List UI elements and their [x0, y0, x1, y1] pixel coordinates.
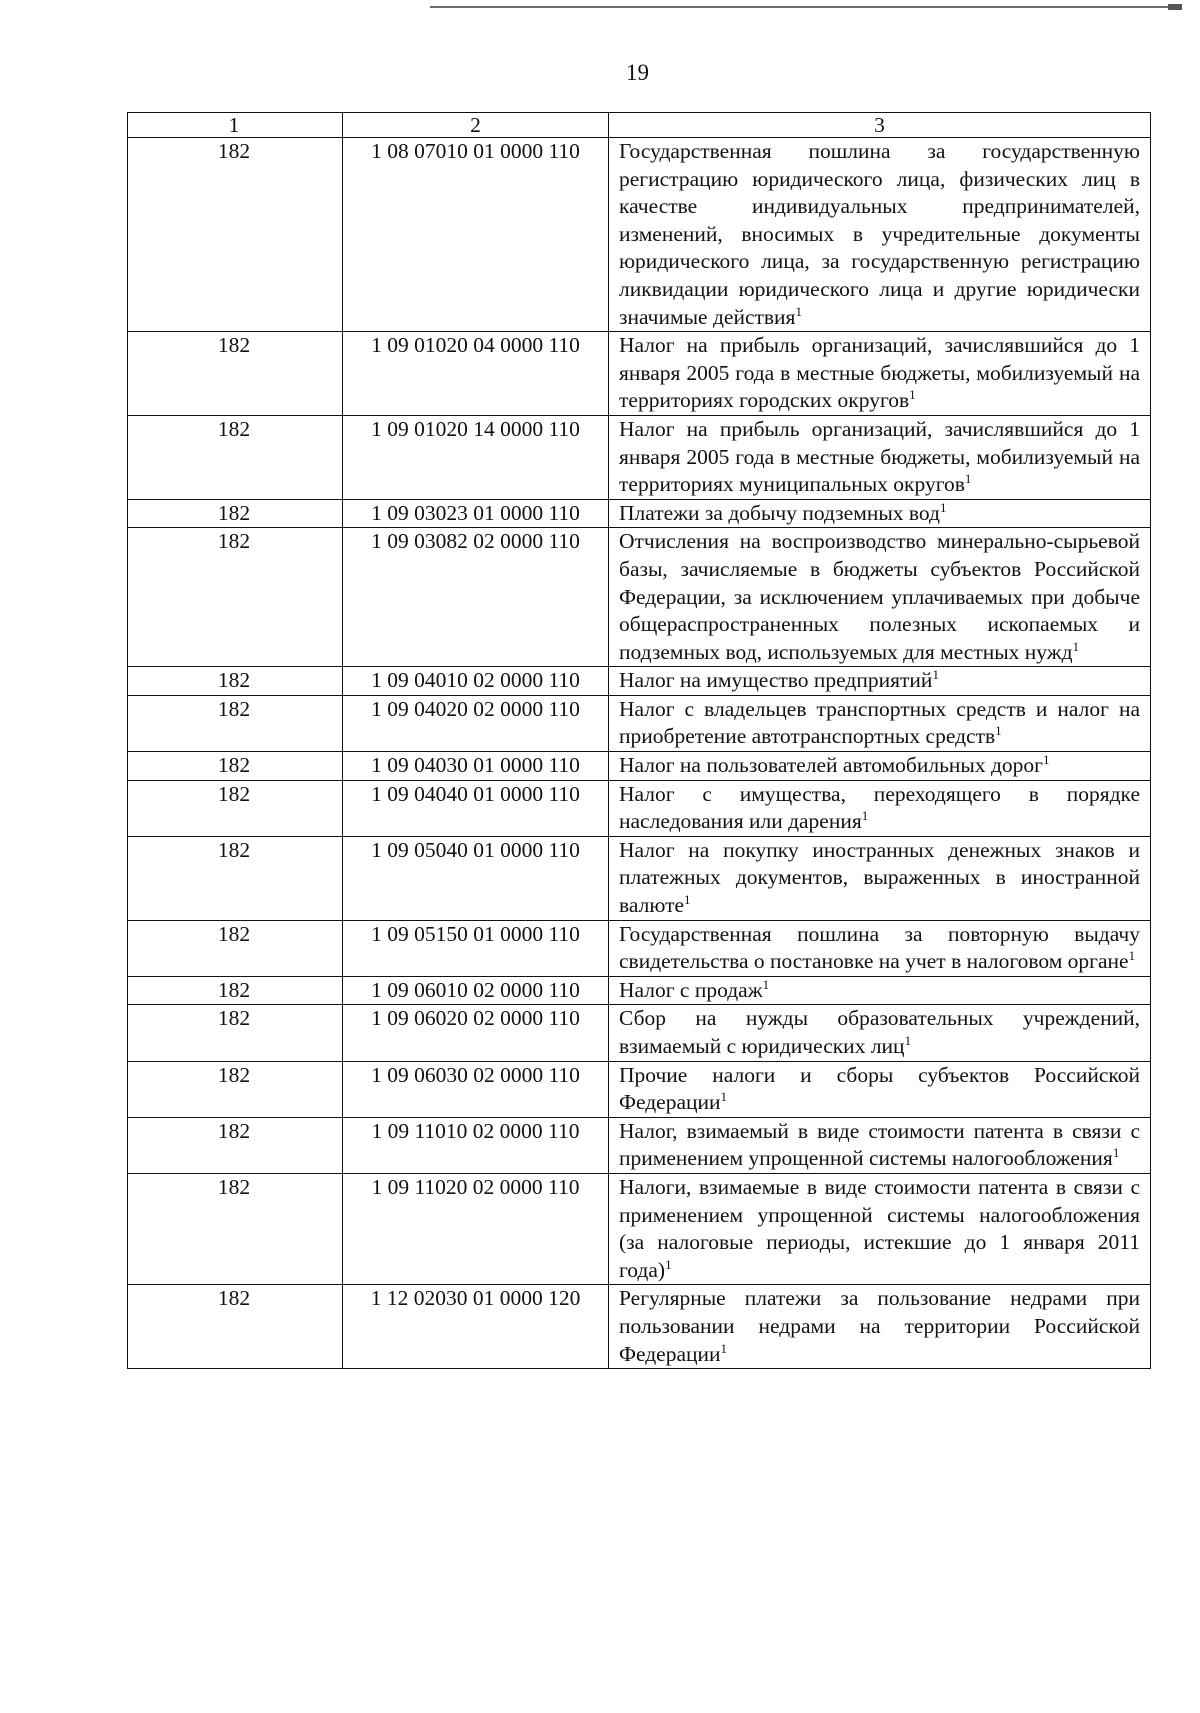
revenue-name-text — [619, 500, 1140, 528]
table-row — [128, 499, 1151, 528]
revenue-name-text — [619, 528, 1140, 666]
table-row — [128, 415, 1151, 499]
table-row — [128, 1285, 1151, 1369]
revenue-name-cell — [609, 499, 1151, 528]
revenue-name-cell — [609, 1117, 1151, 1173]
revenue-name: Налог с продаж — [619, 977, 763, 1002]
revenue-name-cell — [609, 695, 1151, 751]
administrator-code-cell: 182 — [128, 415, 343, 499]
budget-classification-code-cell: 1 09 04020 02 0000 110 — [343, 695, 609, 751]
footnote-marker: 1 — [904, 1033, 912, 1048]
revenue-name-text — [619, 921, 1140, 976]
budget-classification-code-cell: 1 09 01020 04 0000 110 — [343, 332, 609, 416]
budget-classification-code-cell: 1 09 06030 02 0000 110 — [343, 1061, 609, 1117]
revenue-name-cell — [609, 1005, 1151, 1061]
column-header-2: 2 — [343, 113, 609, 138]
revenue-name-cell — [609, 780, 1151, 836]
footnote-marker: 1 — [1042, 752, 1050, 768]
revenue-name-text — [619, 1174, 1140, 1284]
top-border-mark — [1168, 4, 1182, 10]
footnote-marker: 1 — [1112, 1145, 1120, 1161]
footnote-marker: 1 — [1128, 948, 1136, 964]
page-number: 19 — [626, 60, 649, 85]
table-header-row — [128, 113, 1151, 138]
top-border-line — [430, 6, 1182, 8]
administrator-code-cell: 182 — [128, 332, 343, 416]
footnote-marker: 1 — [932, 667, 939, 683]
administrator-code-cell: 182 — [128, 695, 343, 751]
footnote-marker: 1 — [909, 387, 916, 403]
administrator-code-cell: 182 — [128, 528, 343, 667]
footnote-marker: 1 — [795, 303, 802, 319]
administrator-code-cell: 182 — [128, 1117, 343, 1173]
administrator-code-cell: 182 — [128, 920, 343, 976]
revenue-name-cell — [609, 138, 1151, 332]
footnote-marker: 1 — [684, 892, 691, 908]
revenue-name-text — [619, 1062, 1140, 1117]
revenue-name: Налог на пользователей автомобильных дорог — [619, 753, 1043, 778]
revenue-name-cell — [609, 836, 1151, 920]
revenue-name: Платежи за добычу подземных вод — [619, 500, 940, 525]
revenue-name-text — [619, 977, 1140, 1005]
revenue-name-cell — [609, 976, 1151, 1005]
revenue-name: Государственная пошлина за государственную регистрацию юридического лица, физических лиц в качестве индивидуальных предпринимателей, изменений, вносимых в учредительные документы юридического лица, за государственную регистрацию ликвидации юридического лица и другие юридически значимые действия — [619, 139, 1140, 329]
footnote-marker: 1 — [995, 723, 1002, 739]
footnote-marker: 1 — [861, 808, 869, 824]
revenue-name-text — [619, 1118, 1140, 1173]
revenue-name: Налог на покупку иностранных денежных знаков и платежных документов, выраженных в иностранной валюте — [619, 837, 1140, 918]
table-row — [128, 780, 1151, 836]
budget-classification-code-cell: 1 09 05040 01 0000 110 — [343, 836, 609, 920]
footnote-marker: 1 — [939, 499, 947, 515]
footnote-marker: 1 — [762, 976, 770, 992]
budget-classification-code-cell: 1 09 03082 02 0000 110 — [343, 528, 609, 667]
revenue-name: Налог на имущество предприятий — [619, 668, 933, 693]
table-row — [128, 332, 1151, 416]
administrator-code-cell: 182 — [128, 138, 343, 332]
table-row — [128, 836, 1151, 920]
revenue-name: Налог с имущества, переходящего в порядке наследования или дарения — [619, 781, 1140, 834]
revenue-name: Сбор на нужды образовательных учреждений, взимаемый с юридических лиц — [619, 1006, 1140, 1058]
revenue-name-text — [619, 416, 1140, 499]
footnote-marker: 1 — [720, 1089, 728, 1105]
budget-classification-code-cell: 1 09 04030 01 0000 110 — [343, 752, 609, 781]
administrator-code-cell: 182 — [128, 836, 343, 920]
revenue-name-cell — [609, 752, 1151, 781]
table-body — [128, 138, 1151, 1369]
revenue-name: Налог на прибыль организаций, зачислявшийся до 1 января 2005 года в местные бюджеты, мобилизуемый на территориях городских округов — [619, 333, 1140, 413]
revenue-name-cell — [609, 667, 1151, 696]
revenue-name-text — [619, 1285, 1140, 1368]
revenue-name-cell — [609, 528, 1151, 667]
budget-classification-code-cell: 1 09 04010 02 0000 110 — [343, 667, 609, 696]
budget-classification-code-cell: 1 12 02030 01 0000 120 — [343, 1285, 609, 1369]
budget-classification-code-cell: 1 09 11010 02 0000 110 — [343, 1117, 609, 1173]
table-row — [128, 976, 1151, 1005]
budget-classification-code-cell: 1 09 11020 02 0000 110 — [343, 1173, 609, 1284]
table-row — [128, 528, 1151, 667]
revenue-name-text — [619, 138, 1140, 331]
budget-classification-code-cell: 1 09 05150 01 0000 110 — [343, 920, 609, 976]
footnote-marker: 1 — [665, 1256, 672, 1272]
budget-classification-code-cell: 1 08 07010 01 0000 110 — [343, 138, 609, 332]
revenue-name: Налоги, взимаемые в виде стоимости патента в связи с применением упрощенной системы налогообложения (за налоговые периоды, истекшие до 1 января 2011 года) — [619, 1174, 1140, 1282]
revenue-name-text — [619, 332, 1140, 415]
revenue-name-text — [619, 696, 1140, 751]
table-row — [128, 752, 1151, 781]
revenue-name-cell — [609, 415, 1151, 499]
table-row — [128, 1173, 1151, 1284]
administrator-code-cell: 182 — [128, 1173, 343, 1284]
revenue-name: Налог с владельцев транспортных средств и налог на приобретение автотранспортных средств — [619, 696, 1140, 749]
administrator-code-cell: 182 — [128, 780, 343, 836]
administrator-code-cell: 182 — [128, 1285, 343, 1369]
column-header-3: 3 — [609, 113, 1151, 138]
table-row — [128, 667, 1151, 696]
table-row — [128, 695, 1151, 751]
revenue-name-cell — [609, 1061, 1151, 1117]
administrator-code-cell: 182 — [128, 667, 343, 696]
revenue-name: Отчисления на воспроизводство минерально-сырьевой базы, зачисляемые в бюджеты субъектов Российской Федерации, за исключением уплачиваемых при добыче общераспространенных полезных ископаемых и подземных вод, используемых для местных нужд — [619, 529, 1140, 664]
column-header-1: 1 — [128, 113, 343, 138]
revenue-name: Государственная пошлина за повторную выдачу свидетельства о постановке на учет в налоговом органе — [619, 921, 1140, 974]
revenue-name-text — [619, 752, 1140, 780]
budget-classification-code-cell: 1 09 06020 02 0000 110 — [343, 1005, 609, 1061]
revenue-name: Регулярные платежи за пользование недрами при пользовании недрами на территории Российской Федерации — [619, 1286, 1140, 1366]
table-row — [128, 1117, 1151, 1173]
administrator-code-cell: 182 — [128, 1061, 343, 1117]
table-row — [128, 1061, 1151, 1117]
revenue-name-text — [619, 1005, 1140, 1060]
administrator-code-cell: 182 — [128, 752, 343, 781]
budget-classification-code-cell: 1 09 06010 02 0000 110 — [343, 976, 609, 1005]
footnote-marker: 1 — [720, 1340, 728, 1356]
budget-classification-code-cell: 1 09 03023 01 0000 110 — [343, 499, 609, 528]
table-row — [128, 138, 1151, 332]
revenue-name-cell — [609, 1285, 1151, 1369]
table-row — [128, 1005, 1151, 1061]
administrator-code-cell: 182 — [128, 499, 343, 528]
revenue-name-text — [619, 781, 1140, 836]
revenue-name: Налог, взимаемый в виде стоимости патента в связи с применением упрощенной системы налогообложения — [619, 1118, 1140, 1171]
revenue-codes-table — [127, 112, 1151, 1369]
revenue-name: Прочие налоги и сборы субъектов Российской Федерации — [619, 1062, 1140, 1115]
revenue-name-cell — [609, 920, 1151, 976]
revenue-name-cell — [609, 1173, 1151, 1284]
budget-classification-code-cell: 1 09 01020 14 0000 110 — [343, 415, 609, 499]
revenue-name-text — [619, 667, 1140, 695]
administrator-code-cell: 182 — [128, 976, 343, 1005]
revenue-name-text — [619, 837, 1140, 920]
footnote-marker: 1 — [1072, 638, 1080, 654]
revenue-name-cell — [609, 332, 1151, 416]
budget-classification-code-cell: 1 09 04040 01 0000 110 — [343, 780, 609, 836]
table-row — [128, 920, 1151, 976]
footnote-marker: 1 — [964, 471, 972, 487]
administrator-code-cell: 182 — [128, 1005, 343, 1061]
revenue-name: Налог на прибыль организаций, зачислявшийся до 1 января 2005 года в местные бюджеты, мобилизуемый на территориях муниципальных округов — [619, 416, 1140, 497]
